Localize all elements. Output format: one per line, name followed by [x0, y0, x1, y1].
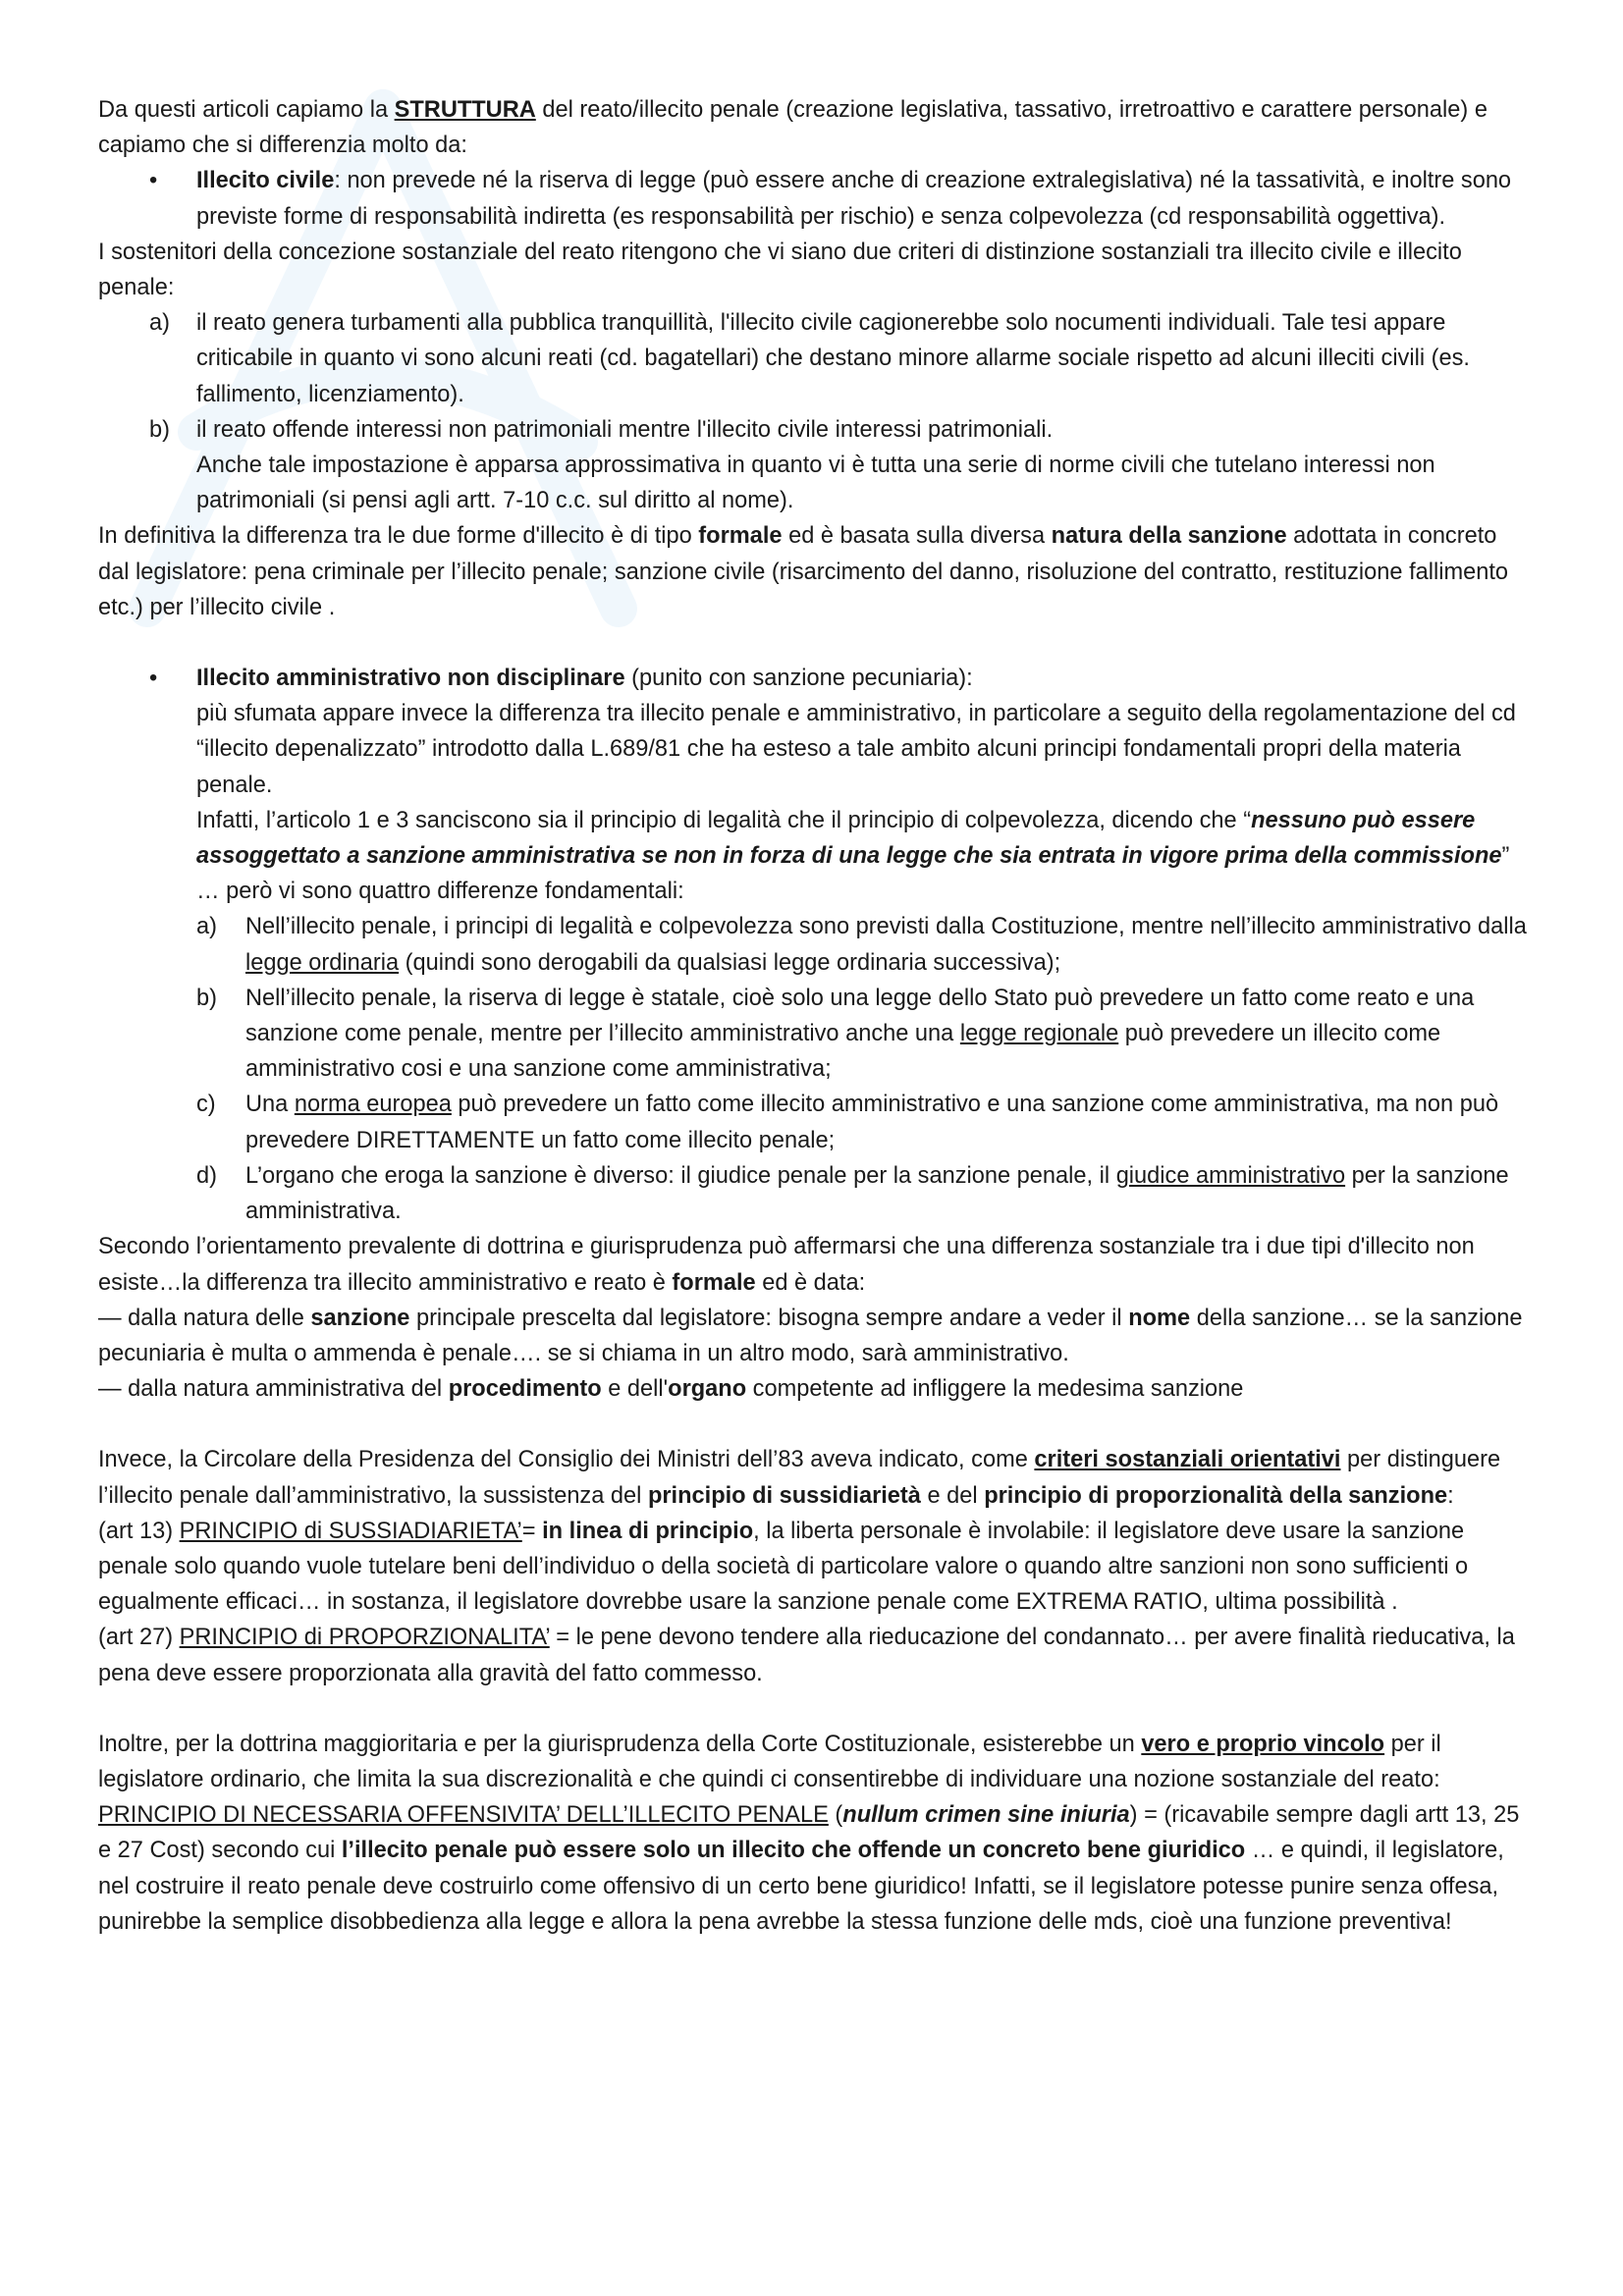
substantive-conception-paragraph: I sostenitori della concezione sostanziale del reato ritengono che vi siano due criteri di distinzione sostanziali tra illecito civile e illecito penale:	[98, 239, 1462, 301]
difference-c: c) Una norma europea può prevedere un fatto come illecito amministrativo e una sanzione come amministrativa, ma non può prevedere DIRETTAMENTE un fatto come illecito penale;	[196, 1092, 1499, 1153]
vincolo-paragraph: Inoltre, per la dottrina maggioritaria e per la giurisprudenza della Corte Costituzionale, esisterebbe un vero e proprio vincolo per il legislatore ordinario, che limita la sua discrezionalità e che quindi ci consentirebbe di individuare una nozione sostanziale del reato:	[98, 1731, 1441, 1792]
document-page	[98, 92, 1527, 1940]
intro-paragraph: Da questi articoli capiamo la STRUTTURA del reato/illecito penale (creazione legislativa, tassativo, irretroattivo e carattere personale) e capiamo che si differenzia molto da:	[98, 97, 1488, 159]
bullet-illecito-civile: • Illecito civile: non prevede né la riserva di legge (può essere anche di creazione extralegislativa) né la tassatività, e inoltre sono previste forme di responsabilità indiretta (es responsabilità per rischio) e senza colpevolezza (cd responsabilità oggettiva).	[98, 163, 1527, 234]
offensivita-paragraph: PRINCIPIO DI NECESSARIA OFFENSIVITA’ DELL’ILLECITO PENALE (nullum crimen sine iniuria) = (ricavabile sempre dagli artt 13, 25 e 27 Cost) secondo cui l’illecito penale può essere solo un illecito che offende un concreto bene giuridico … e quindi, il legislatore, nel costruire il reato penale deve costruirlo come offensivo di un certo bene giuridico! Infatti, se il legislatore potesse punire senza offesa, punirebbe la semplice disobbedienza alla legge e allora la pena avrebbe la stessa funzione delle mds, cioè una funzione preventiva!	[98, 1802, 1520, 1935]
difference-a: a) Nell’illecito penale, i principi di legalità e colpevolezza sono previsti dalla Costituzione, mentre nell’illecito amministrativo dalla legge ordinaria (quindi sono derogabili da qualsiasi legge ordinaria successiva);	[196, 914, 1527, 976]
conclusion-paragraph: In definitiva la differenza tra le due forme d'illecito è di tipo formale ed è basata sulla diversa natura della sanzione adottata in concreto dal legislatore: pena criminale per l’illecito penale; sanzione civile (risarcimento del danno, risoluzione del contratto, restituzione fallimento etc.) per l’illecito civile .	[98, 523, 1509, 620]
administrative-bullet-list	[98, 661, 1527, 909]
criterion-a: a) il reato genera turbamenti alla pubblica tranquillità, l'illecito civile cagionerebbe solo nocumenti individuali. Tale tesi appare criticabile in quanto vi sono alcuni reati (cd. bagatellari) che destano minore allarme sociale rispetto ad alcuni illeciti civili (es. fallimento, licenziamento).	[149, 310, 1470, 407]
proporzionalita-paragraph: (art 27) PRINCIPIO di PROPORZIONALITA’ = le pene devono tendere alla rieducazione del condannato… per avere finalità rieducativa, la pena deve essere proporzionata alla gravità del fatto commesso.	[98, 1625, 1515, 1686]
bullet-illecito-amministrativo: • Illecito amministrativo non disciplinare (punito con sanzione pecuniaria): più sfumata appare invece la differenza tra illecito penale e amministrativo, in particolare a seguito della regolamentazione del cd “illecito depenalizzato” introdotto dalla L.689/81 che ha esteso a tale ambito alcuni principi fondamentali propri della materia penale. Infatti, l’articolo 1 e 3 sanciscono sia il principio di legalità che il principio di colpevolezza, dicendo che “nessuno può essere assoggettato a sanzione amministrativa se non in forza di una legge che sia entrata in vigore prima della commissione” … però vi sono quattro differenze fondamentali:	[98, 661, 1527, 909]
criteria-list	[98, 305, 1527, 518]
circolare-paragraph: Invece, la Circolare della Presidenza del Consiglio dei Ministri dell’83 aveva indicato, come criteri sostanziali orientativi per distinguere l’illecito penale dall’amministrativo, la sussistenza del principio di sussidiarietà e del principio di proporzionalità della sanzione:	[98, 1447, 1501, 1509]
civil-bullet-list	[98, 163, 1527, 234]
difference-d: d) L’organo che eroga la sanzione è diverso: il giudice penale per la sanzione penale, il giudice amministrativo per la sanzione amministrativa.	[196, 1162, 1509, 1225]
struttura-term: STRUTTURA	[394, 97, 536, 123]
sussidiarieta-paragraph: (art 13) PRINCIPIO di SUSSIADIARIETA’= in linea di principio, la liberta personale è involabile: il legislatore deve usare la sanzione penale solo quando vuole tutelare beni dell’individuo o della società di particolare valore o quando altre sanzioni non sono sufficienti o egualmente efficaci… in sostanza, il legislatore dovrebbe usare la sanzione penale come EXTREMA RATIO, ultima possibilità .	[98, 1518, 1469, 1616]
difference-b: b) Nell’illecito penale, la riserva di legge è statale, cioè solo una legge dello Stato può prevedere un fatto come reato e una sanzione come penale, mentre per l’illecito amministrativo anche una legge regionale può prevedere un illecito come amministrativo cosi e una sanzione come amministrativa;	[196, 985, 1475, 1083]
criterion-b: b) il reato offende interessi non patrimoniali mentre l'illecito civile interessi patrimoniali. Anche tale impostazione è apparsa approssimativa in quanto vi è tutta una serie di norme civili che tutelano interessi non patrimoniali (si pensi agli artt. 7-10 c.c. sul diritto al nome).	[149, 416, 1435, 514]
criterion-sanction-line: — dalla natura delle sanzione principale prescelta dal legislatore: bisogna sempre andare a veder il nome della sanzione… se la sanzione pecuniaria è multa o ammenda è penale…. se si chiama in un altro modo, sarà amministrativo.	[98, 1305, 1523, 1366]
criterion-procedure-line: — dalla natura amministrativa del procedimento e dell'organo competente ad infliggere la medesima sanzione	[98, 1376, 1244, 1403]
prevailing-orientation-paragraph: Secondo l’orientamento prevalente di dottrina e giurisprudenza può affermarsi che una differenza sostanziale tra i due tipi d'illecito non esiste…la differenza tra illecito amministrativo e reato è formale ed è data:	[98, 1234, 1475, 1296]
differences-list	[98, 909, 1527, 1229]
